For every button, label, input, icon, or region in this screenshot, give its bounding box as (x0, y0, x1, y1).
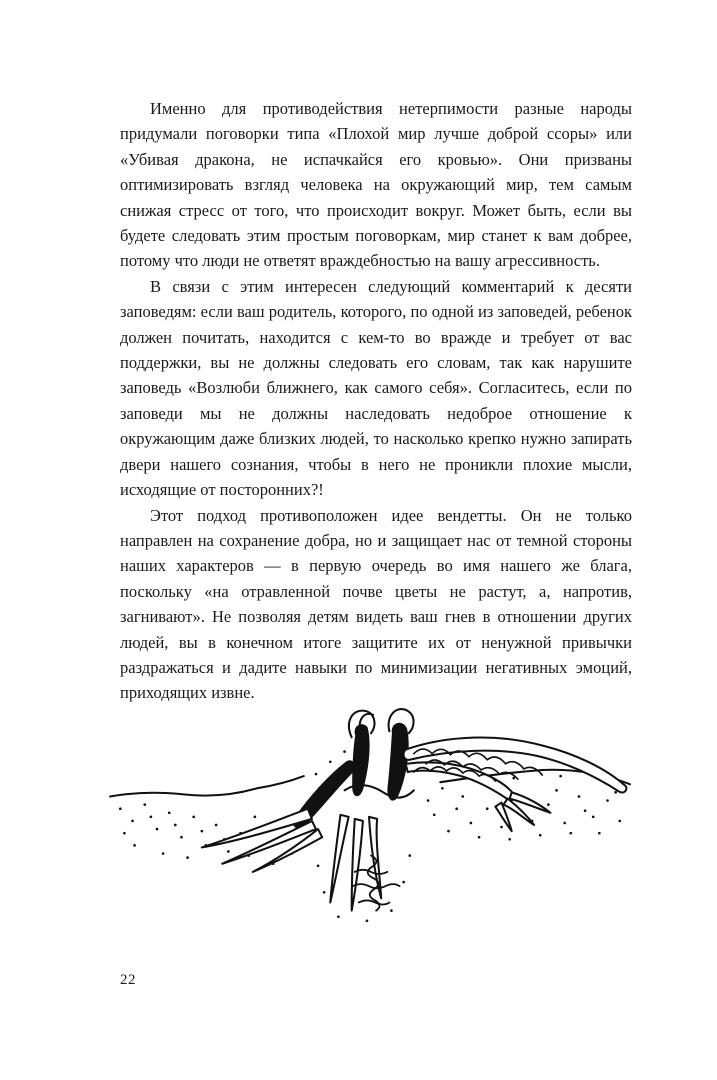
paragraph-1: Именно для противодействия нетерпимости разные народы придумали поговорки типа «Плохой мир лучше доброй ссоры» или «Убивая дракона, не испачкайся его кровью». Они призваны оптимизировать взгляд человека на окружающий мир, тем самым снижая стресс от того, что происходит вокруг. Может быть, если вы будете следовать этим простым поговоркам, мир станет к вам добрее, потому что люди не ответят враждебностью на вашу агрессивность. (120, 99, 632, 271)
dragon-body (202, 709, 627, 911)
ground-lines (110, 770, 630, 797)
page-number: 22 (120, 972, 136, 988)
paragraph-2: В связи с этим интересен следующий комментарий к десяти заповедям: если ваш родитель, которого, по одной из заповедей, ребенок должен почитать, находится с кем-то во вражде и требует от вас поддержки, вы не должны следовать его словам, так как нарушите заповедь «Возлюби ближнего, как самого себя». Согласитесь, если по заповеди мы не должны наследовать недоброе отношение к окружающим даже близких людей, то насколько крепко нужно запирать двери нашего сознания, чтобы в него не проникли плохие мысли, исходящие от посторонних?! (120, 276, 632, 500)
slain-dragon-drawing (104, 700, 634, 950)
dragon-illustration (104, 700, 634, 950)
body-text (120, 96, 632, 706)
paragraph-3: Этот подход противоположен идее вендетты. Он не только направлен на сохранение добра, но и защищает нас от темной стороны наших характеров — в первую очередь во имя нашего же блага, поскольку «на отравленной почве цветы не растут, а, напротив, загнивают». Не позволяя детям видеть ваш гнев в отношении других людей, вы в конечном итоге защитите их от ненужной привычки раздражаться и дадите навыки по минимизации негативных эмоций, приходящих извне. (120, 505, 632, 703)
